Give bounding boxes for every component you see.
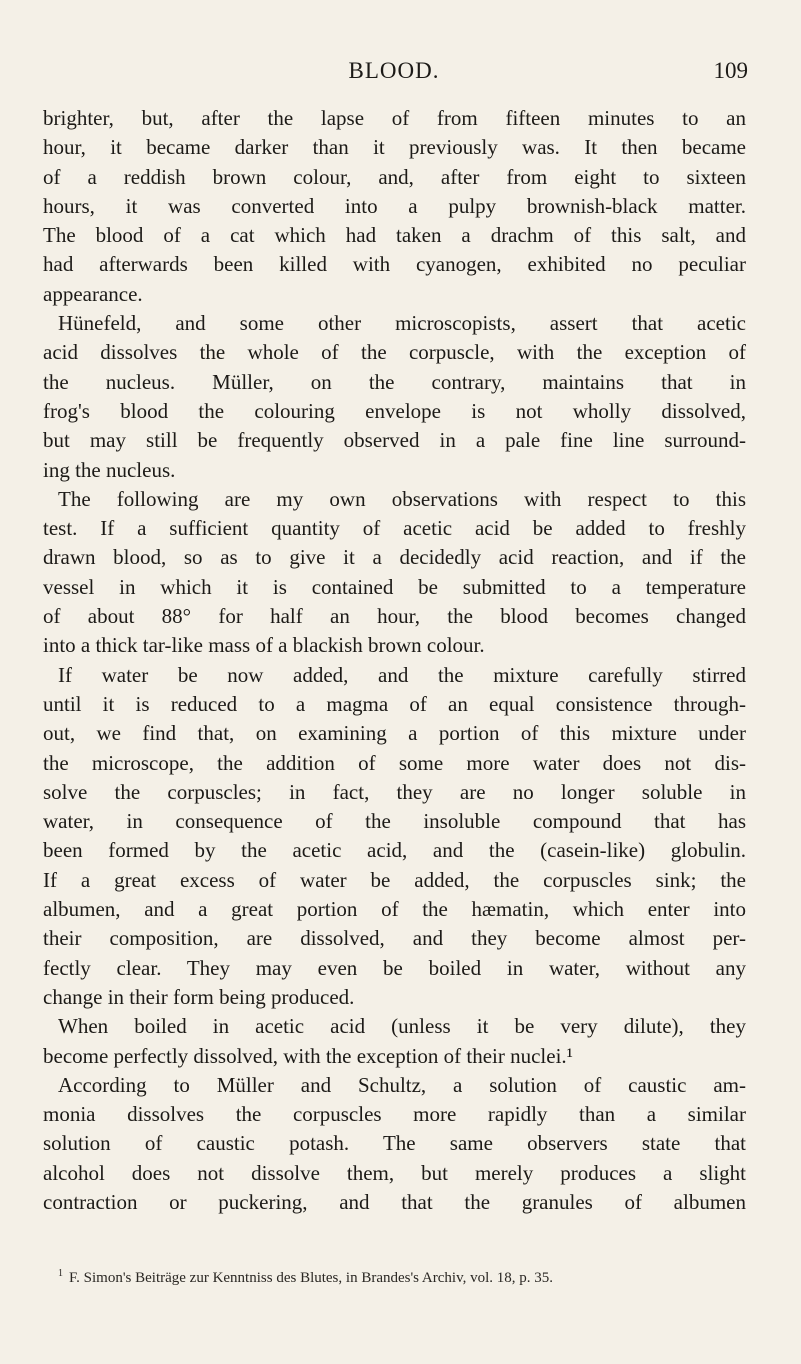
text-line: change in their form being produced. [43, 984, 355, 1009]
text-line: contraction or puckering, and that the granules of albumen [43, 1189, 746, 1214]
text-line: appearance. [43, 281, 143, 306]
text-line: frog's blood the colouring envelope is not wholly dissolved, [43, 398, 746, 423]
text-line: The following are my own observations with respect to this [58, 486, 746, 511]
text-line: albumen, and a great portion of the hæmatin, which enter into [43, 897, 746, 922]
text-line: If a great excess of water be added, the corpuscles sink; the [43, 867, 746, 892]
text-line: vessel in which it is contained be submitted to a temperature [43, 574, 746, 599]
text-line: hours, it was converted into a pulpy brownish-black matter. [43, 193, 746, 218]
text-line: When boiled in acetic acid (unless it be very dilute), they [58, 1014, 746, 1039]
footnote [58, 1268, 746, 1287]
text-line: water, in consequence of the insoluble compound that has [43, 809, 746, 834]
text-line: solve the corpuscles; in fact, they are no longer soluble in [43, 779, 746, 804]
page-number: 109 [713, 58, 748, 83]
text-line: fectly clear. They may even be boiled in water, without any [43, 955, 746, 980]
text-line: ing the nucleus. [43, 457, 176, 482]
text-line: the nucleus. Müller, on the contrary, maintains that in [43, 369, 746, 394]
text-line: monia dissolves the corpuscles more rapidly than a similar [43, 1102, 746, 1127]
text-line: If water be now added, and the mixture carefully stirred [58, 662, 746, 687]
text-line: into a thick tar-like mass of a blackish brown colour. [43, 633, 485, 658]
text-line: Hünefeld, and some other microscopists, assert that acetic [58, 311, 746, 336]
text-line: solution of caustic potash. The same observers state that [43, 1131, 746, 1156]
text-line: out, we find that, on examining a portion of this mixture under [43, 721, 746, 746]
running-head [44, 56, 748, 92]
text-line: The blood of a cat which had taken a drachm of this salt, and [43, 223, 746, 248]
text-line: been formed by the acetic acid, and the (casein-like) globulin. [43, 838, 746, 863]
text-line: but may still be frequently observed in a pale fine line surround- [43, 428, 746, 453]
text-line: drawn blood, so as to give it a decidedly acid reaction, and if the [43, 545, 746, 570]
text-line: the microscope, the addition of some more water does not dis- [43, 750, 746, 775]
text-line: hour, it became darker than it previously was. It then became [43, 135, 746, 160]
text-line: had afterwards been killed with cyanogen, exhibited no peculiar [43, 252, 746, 277]
text-line: until it is reduced to a magma of an equal consistence through- [43, 691, 746, 716]
footnote-text: F. Simon's Beiträge zur Kenntniss des Blutes, in Brandes's Archiv, vol. 18, p. 35. [69, 1270, 554, 1286]
running-title: BLOOD. [348, 58, 440, 83]
text-line: acid dissolves the whole of the corpuscle, with the exception of [43, 340, 746, 365]
text-line: their composition, are dissolved, and they become almost per- [43, 926, 746, 951]
text-line: alcohol does not dissolve them, but merely produces a slight [43, 1160, 746, 1185]
text-line: brighter, but, after the lapse of from fifteen minutes to an [43, 106, 746, 130]
text-line: test. If a sufficient quantity of acetic acid be added to freshly [43, 516, 746, 541]
footnote-marker: 1 [58, 1268, 63, 1279]
text-line: of about 88° for half an hour, the blood becomes changed [43, 604, 746, 629]
body-text [43, 104, 746, 1217]
text-line: According to Müller and Schultz, a solution of caustic am- [58, 1072, 746, 1097]
text-line: of a reddish brown colour, and, after from eight to sixteen [43, 164, 746, 189]
text-line: become perfectly dissolved, with the exception of their nuclei.¹ [43, 1043, 573, 1068]
